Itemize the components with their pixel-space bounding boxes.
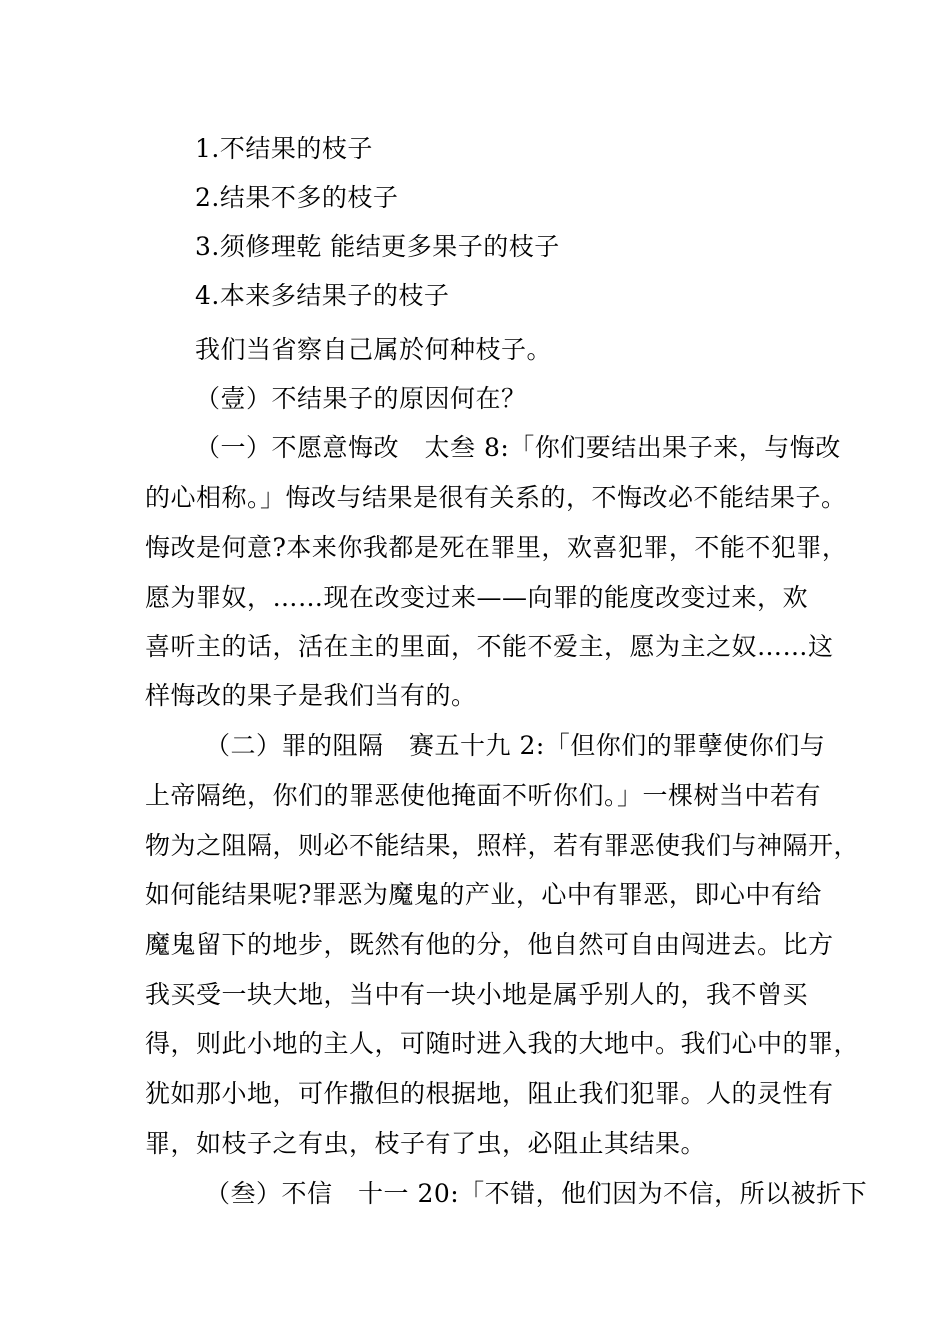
list-item-3: 3.须修理乾 能结更多果子的枝子 <box>195 232 560 261</box>
part1-line-1: （一）不愿意悔改 太叁 8:「你们要结出果子来，与悔改 <box>195 433 841 462</box>
list-item-2: 2.结果不多的枝子 <box>195 183 399 212</box>
part2-line-4: 如何能结果呢?罪恶为魔鬼的产业，心中有罪恶，即心中有给 <box>145 880 822 909</box>
part1-line-2: 的心相称。」悔改与结果是很有关系的，不悔改必不能结果子。 <box>145 483 847 512</box>
part2-line-2: 上帝隔绝，你们的罪恶使他掩面不听你们。」一棵树当中若有 <box>145 781 822 810</box>
part2-line-7: 得，则此小地的主人，可随时进入我的大地中。我们心中的罪， <box>145 1029 860 1058</box>
part1-line-3: 悔改是何意?本来你我都是死在罪里，欢喜犯罪，不能不犯罪， <box>145 533 848 562</box>
part2-line-9: 罪，如枝子之有虫，枝子有了虫，必阻止其结果。 <box>145 1129 707 1158</box>
part2-line-1: （二）罪的阻隔 赛五十九 2:「但你们的罪孽使你们与 <box>205 731 826 760</box>
part1-line-6: 样悔改的果子是我们当有的。 <box>145 681 477 710</box>
part1-line-5: 喜听主的话，活在主的里面，不能不爱主，愿为主之奴……这 <box>145 632 834 661</box>
part1-line-4: 愿为罪奴，……现在改变过来——向罪的能度改变过来，欢 <box>145 583 809 612</box>
part2-line-8: 犹如那小地，可作撒但的根据地，阻止我们犯罪。人的灵性有 <box>145 1079 834 1108</box>
list-item-4: 4.本来多结果子的枝子 <box>195 281 450 310</box>
part3-line-1: （叁）不信 十一 20:「不错，他们因为不信，所以被折下 <box>205 1179 868 1208</box>
part2-line-3: 物为之阻隔，则必不能结果，照样，若有罪恶使我们与神隔开， <box>145 831 860 860</box>
part2-line-5: 魔鬼留下的地步，既然有他的分，他自然可自由闯进去。比方 <box>145 930 834 959</box>
list-item-1: 1.不结果的枝子 <box>195 134 373 163</box>
section-heading: （壹）不结果子的原因何在？ <box>195 384 527 413</box>
intro-paragraph: 我们当省察自己属於何种枝子。 <box>195 335 553 364</box>
part2-line-6: 我买受一块大地，当中有一块小地是属乎别人的，我不曾买 <box>145 980 809 1009</box>
